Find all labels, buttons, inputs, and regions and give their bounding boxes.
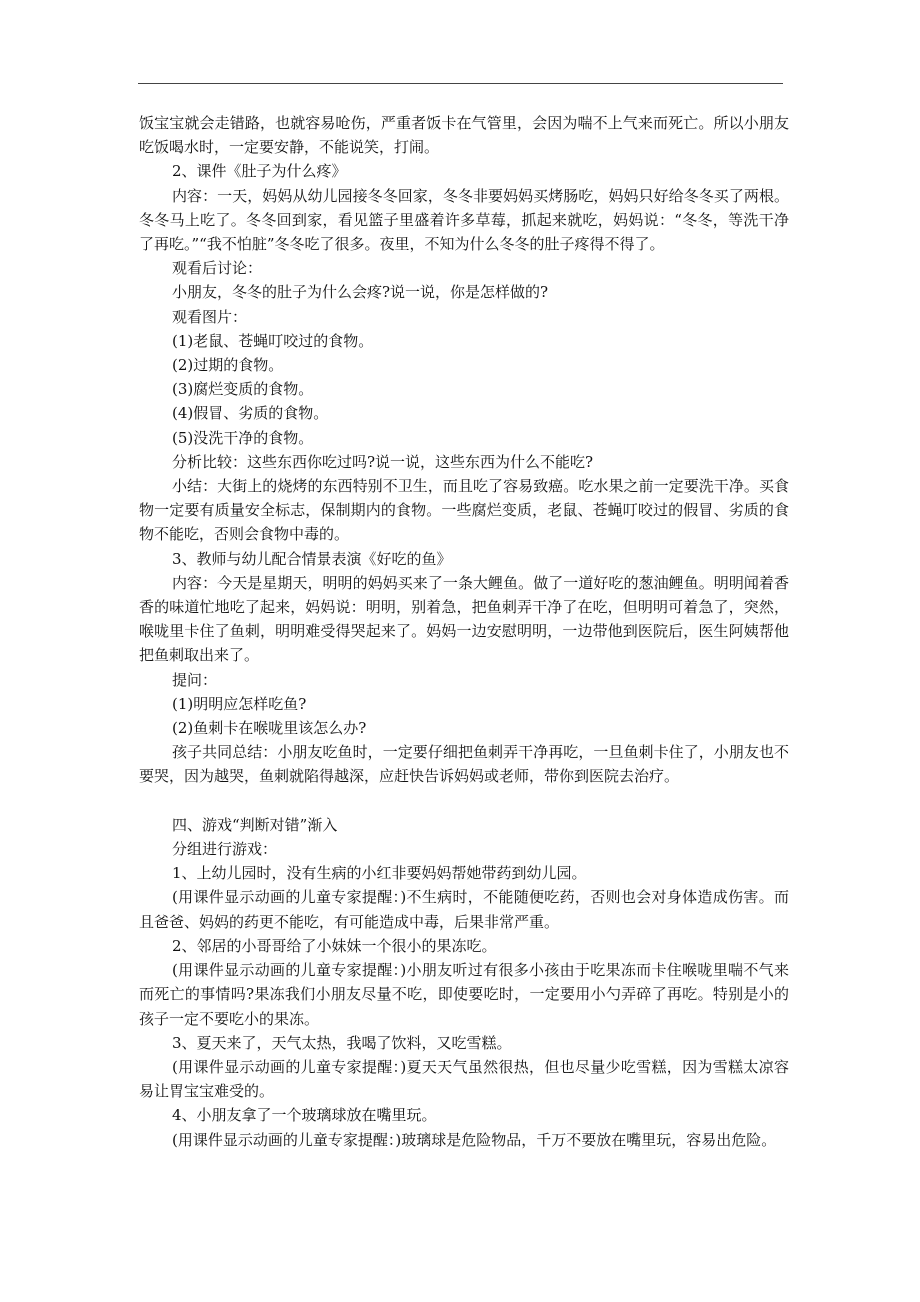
blank-line xyxy=(139,789,789,813)
paragraph: (2)鱼刺卡在喉咙里该怎么办? xyxy=(172,719,367,738)
paragraph: (用课件显示动画的儿童专家提醒：)夏天天气虽然很热，但也尽量少吃雪糕，因为雪糕太凉容易让胃宝宝难受的。 xyxy=(139,1057,789,1101)
paragraph: 孩子共同总结：小朋友吃鱼时，一定要仔细把鱼刺弄干净再吃，一旦鱼刺卡住了，小朋友也不要哭，因为越哭，鱼刺就陷得越深，应赶快告诉妈妈或老师，带你到医院去治疗。 xyxy=(139,743,789,786)
paragraph: (1)明明应怎样吃鱼? xyxy=(172,694,307,713)
paragraph: 小结：大街上的烧烤的东西特别不卫生，而且吃了容易致癌。吃水果之前一定要洗干净。买食物一定要有质量安全标志，保制期内的食物。一些腐烂变质，老鼠、苍蝇叮咬过的假冒、劣质的食物不能吃，否则会食物中毒的。 xyxy=(139,477,789,544)
paragraph: 2、课件《肚子为什么疼》 xyxy=(172,162,347,181)
paragraph: 提问： xyxy=(172,670,218,689)
paragraph: 观看图片： xyxy=(172,307,248,326)
paragraph: (4)假冒、劣质的食物。 xyxy=(172,404,329,423)
paragraph: 4、小朋友拿了一个玻璃球放在嘴里玩。 xyxy=(172,1106,437,1125)
paragraph: 分组进行游戏： xyxy=(172,840,278,859)
paragraph: (用课件显示动画的儿童专家提醒：)不生病时，不能随便吃药，否则也会对身体造成伤害。而且爸爸、妈妈的药更不能吃，有可能造成中毒，后果非常严重。 xyxy=(139,888,789,931)
paragraph: 3、夏天来了，天气太热，我喝了饮料，又吃雪糕。 xyxy=(172,1033,512,1052)
paragraph: 内容：今天是星期天，明明的妈妈买来了一条大鲤鱼。做了一道好吃的葱油鲤鱼。明明闻着香香的味道忙地吃了起来，妈妈说：明明，别着急，把鱼刺弄干净了在吃，但明明可着急了，突然，喉咙里卡住了鱼刺，明明难受得哭起来了。妈妈一边安慰明明，一边带他到医院后，医生阿姨帮他把鱼刺取出来了。 xyxy=(139,573,789,665)
paragraph: 内容：一天，妈妈从幼儿园接冬冬回家，冬冬非要妈妈买烤肠吃，妈妈只好给冬冬买了两根。冬冬马上吃了。冬冬回到家，看见篮子里盛着许多草莓，抓起来就吃，妈妈说：“冬冬，等洗干净了再吃。”“我不怕脏”冬冬吃了很多。夜里，不知为什么冬冬的肚子疼得不得了。 xyxy=(139,186,789,254)
paragraph: (用课件显示动画的儿童专家提醒：)小朋友听过有很多小孩由于吃果冻而卡住喉咙里喘不气来而死亡的事情吗?果冻我们小朋友尽量不吃，即使要吃时，一定要用小勺弄碎了再吃。特别是小的孩子一定不要吃小的果冻。 xyxy=(139,961,789,1028)
document-body xyxy=(139,111,789,1152)
paragraph: (3)腐烂变质的食物。 xyxy=(172,380,314,399)
paragraph: (1)老鼠、苍蝇叮咬过的食物。 xyxy=(172,331,374,350)
paragraph: 小朋友，冬冬的肚子为什么会疼?说一说，你是怎样做的? xyxy=(172,283,549,302)
paragraph: 2、邻居的小哥哥给了小妹妹一个很小的果冻吃。 xyxy=(172,936,497,955)
paragraph: (5)没洗干净的食物。 xyxy=(172,428,314,447)
paragraph: 四、游戏“判断对错”渐入 xyxy=(172,815,338,834)
paragraph: (2)过期的食物。 xyxy=(172,356,284,375)
paragraph: 1、上幼儿园时，没有生病的小红非要妈妈帮她带药到幼儿园。 xyxy=(172,864,587,883)
paragraph: 饭宝宝就会走错路，也就容易呛伤，严重者饭卡在气管里，会因为喘不上气来而死亡。所以小朋友吃饭喝水时，一定要安静，不能说笑，打闹。 xyxy=(139,114,789,157)
paragraph: 3、教师与幼儿配合情景表演《好吃的鱼》 xyxy=(172,549,452,568)
paragraph: 观看后讨论： xyxy=(172,259,263,278)
paragraph: (用课件显示动画的儿童专家提醒：)玻璃球是危险物品，千万不要放在嘴里玩，容易出危险。 xyxy=(172,1130,777,1149)
header-rule xyxy=(138,83,783,84)
paragraph: 分析比较：这些东西你吃过吗?说一说，这些东西为什么不能吃? xyxy=(172,452,594,471)
